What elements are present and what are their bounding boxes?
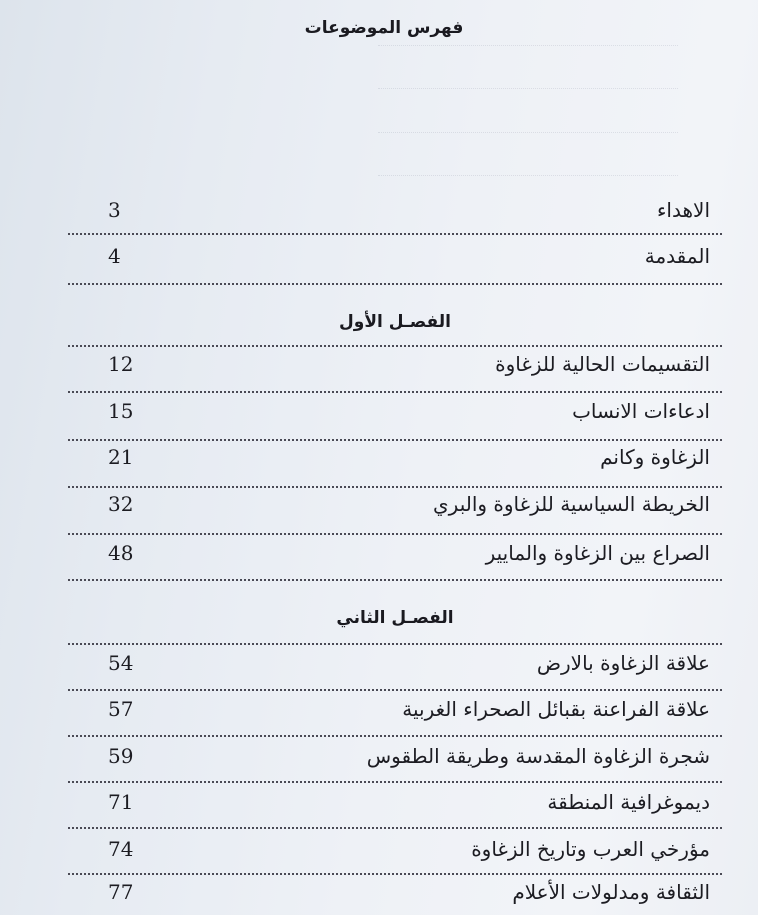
entry-page-number: 57	[108, 697, 134, 721]
entry-page-number: 12	[108, 352, 134, 376]
entry-page-number: 54	[108, 651, 134, 675]
entry-page-number: 48	[108, 541, 134, 565]
entry-label: الصراع بين الزغاوة والمايير	[485, 541, 710, 565]
toc-entry	[68, 637, 722, 681]
toc-entry	[68, 230, 722, 274]
entry-label: التقسيمات الحالية للزغاوة	[495, 352, 710, 376]
dotted-divider	[68, 579, 722, 581]
toc-entry	[68, 823, 722, 867]
entry-label: الثقافة ومدلولات الأعلام	[512, 880, 710, 904]
toc-entry	[68, 866, 722, 910]
entry-label: مؤرخي العرب وتاريخ الزغاوة	[471, 837, 710, 861]
entry-label: علاقة الفراعنة بقبائل الصحراء الغربية	[402, 697, 710, 721]
toc-entry	[68, 184, 722, 228]
toc-entry	[68, 776, 722, 820]
entry-label: ادعاءات الانساب	[572, 399, 710, 423]
chapter-heading-text: الفصـل الثاني	[336, 608, 454, 628]
chapter-heading	[68, 598, 722, 634]
entry-page-number: 74	[108, 837, 134, 861]
entry-page-number: 4	[108, 244, 121, 268]
entry-page-number: 15	[108, 399, 134, 423]
toc-entry	[68, 478, 722, 522]
entry-page-number: 77	[108, 880, 134, 904]
bleed-through-line	[378, 88, 678, 99]
entry-page-number: 59	[108, 744, 134, 768]
toc-entry	[68, 431, 722, 475]
bleed-through-line	[378, 132, 678, 143]
chapter-heading-text: الفصـل الأول	[339, 312, 451, 332]
toc-entry	[68, 385, 722, 429]
toc-entry	[68, 730, 722, 774]
dotted-divider	[68, 283, 722, 285]
entry-label: الخريطة السياسية للزغاوة والبري	[433, 492, 710, 516]
entry-label: الزغاوة وكانم	[600, 445, 710, 469]
toc-entry	[68, 683, 722, 727]
entry-label: المقدمة	[644, 244, 710, 268]
entry-page-number: 21	[108, 445, 134, 469]
bleed-through-line	[378, 45, 678, 56]
entry-label: ديموغرافية المنطقة	[547, 790, 710, 814]
toc-entry	[68, 527, 722, 571]
entry-label: علاقة الزغاوة بالارض	[536, 651, 710, 675]
entry-label: الاهداء	[657, 198, 710, 222]
entry-page-number: 32	[108, 492, 134, 516]
chapter-heading	[68, 302, 722, 338]
entry-page-number: 71	[108, 790, 134, 814]
entry-page-number: 3	[108, 198, 121, 222]
toc-entry	[68, 338, 722, 382]
page-title: فهرس الموضوعات	[304, 18, 464, 38]
entry-label: شجرة الزغاوة المقدسة وطريقة الطقوس	[366, 744, 710, 768]
